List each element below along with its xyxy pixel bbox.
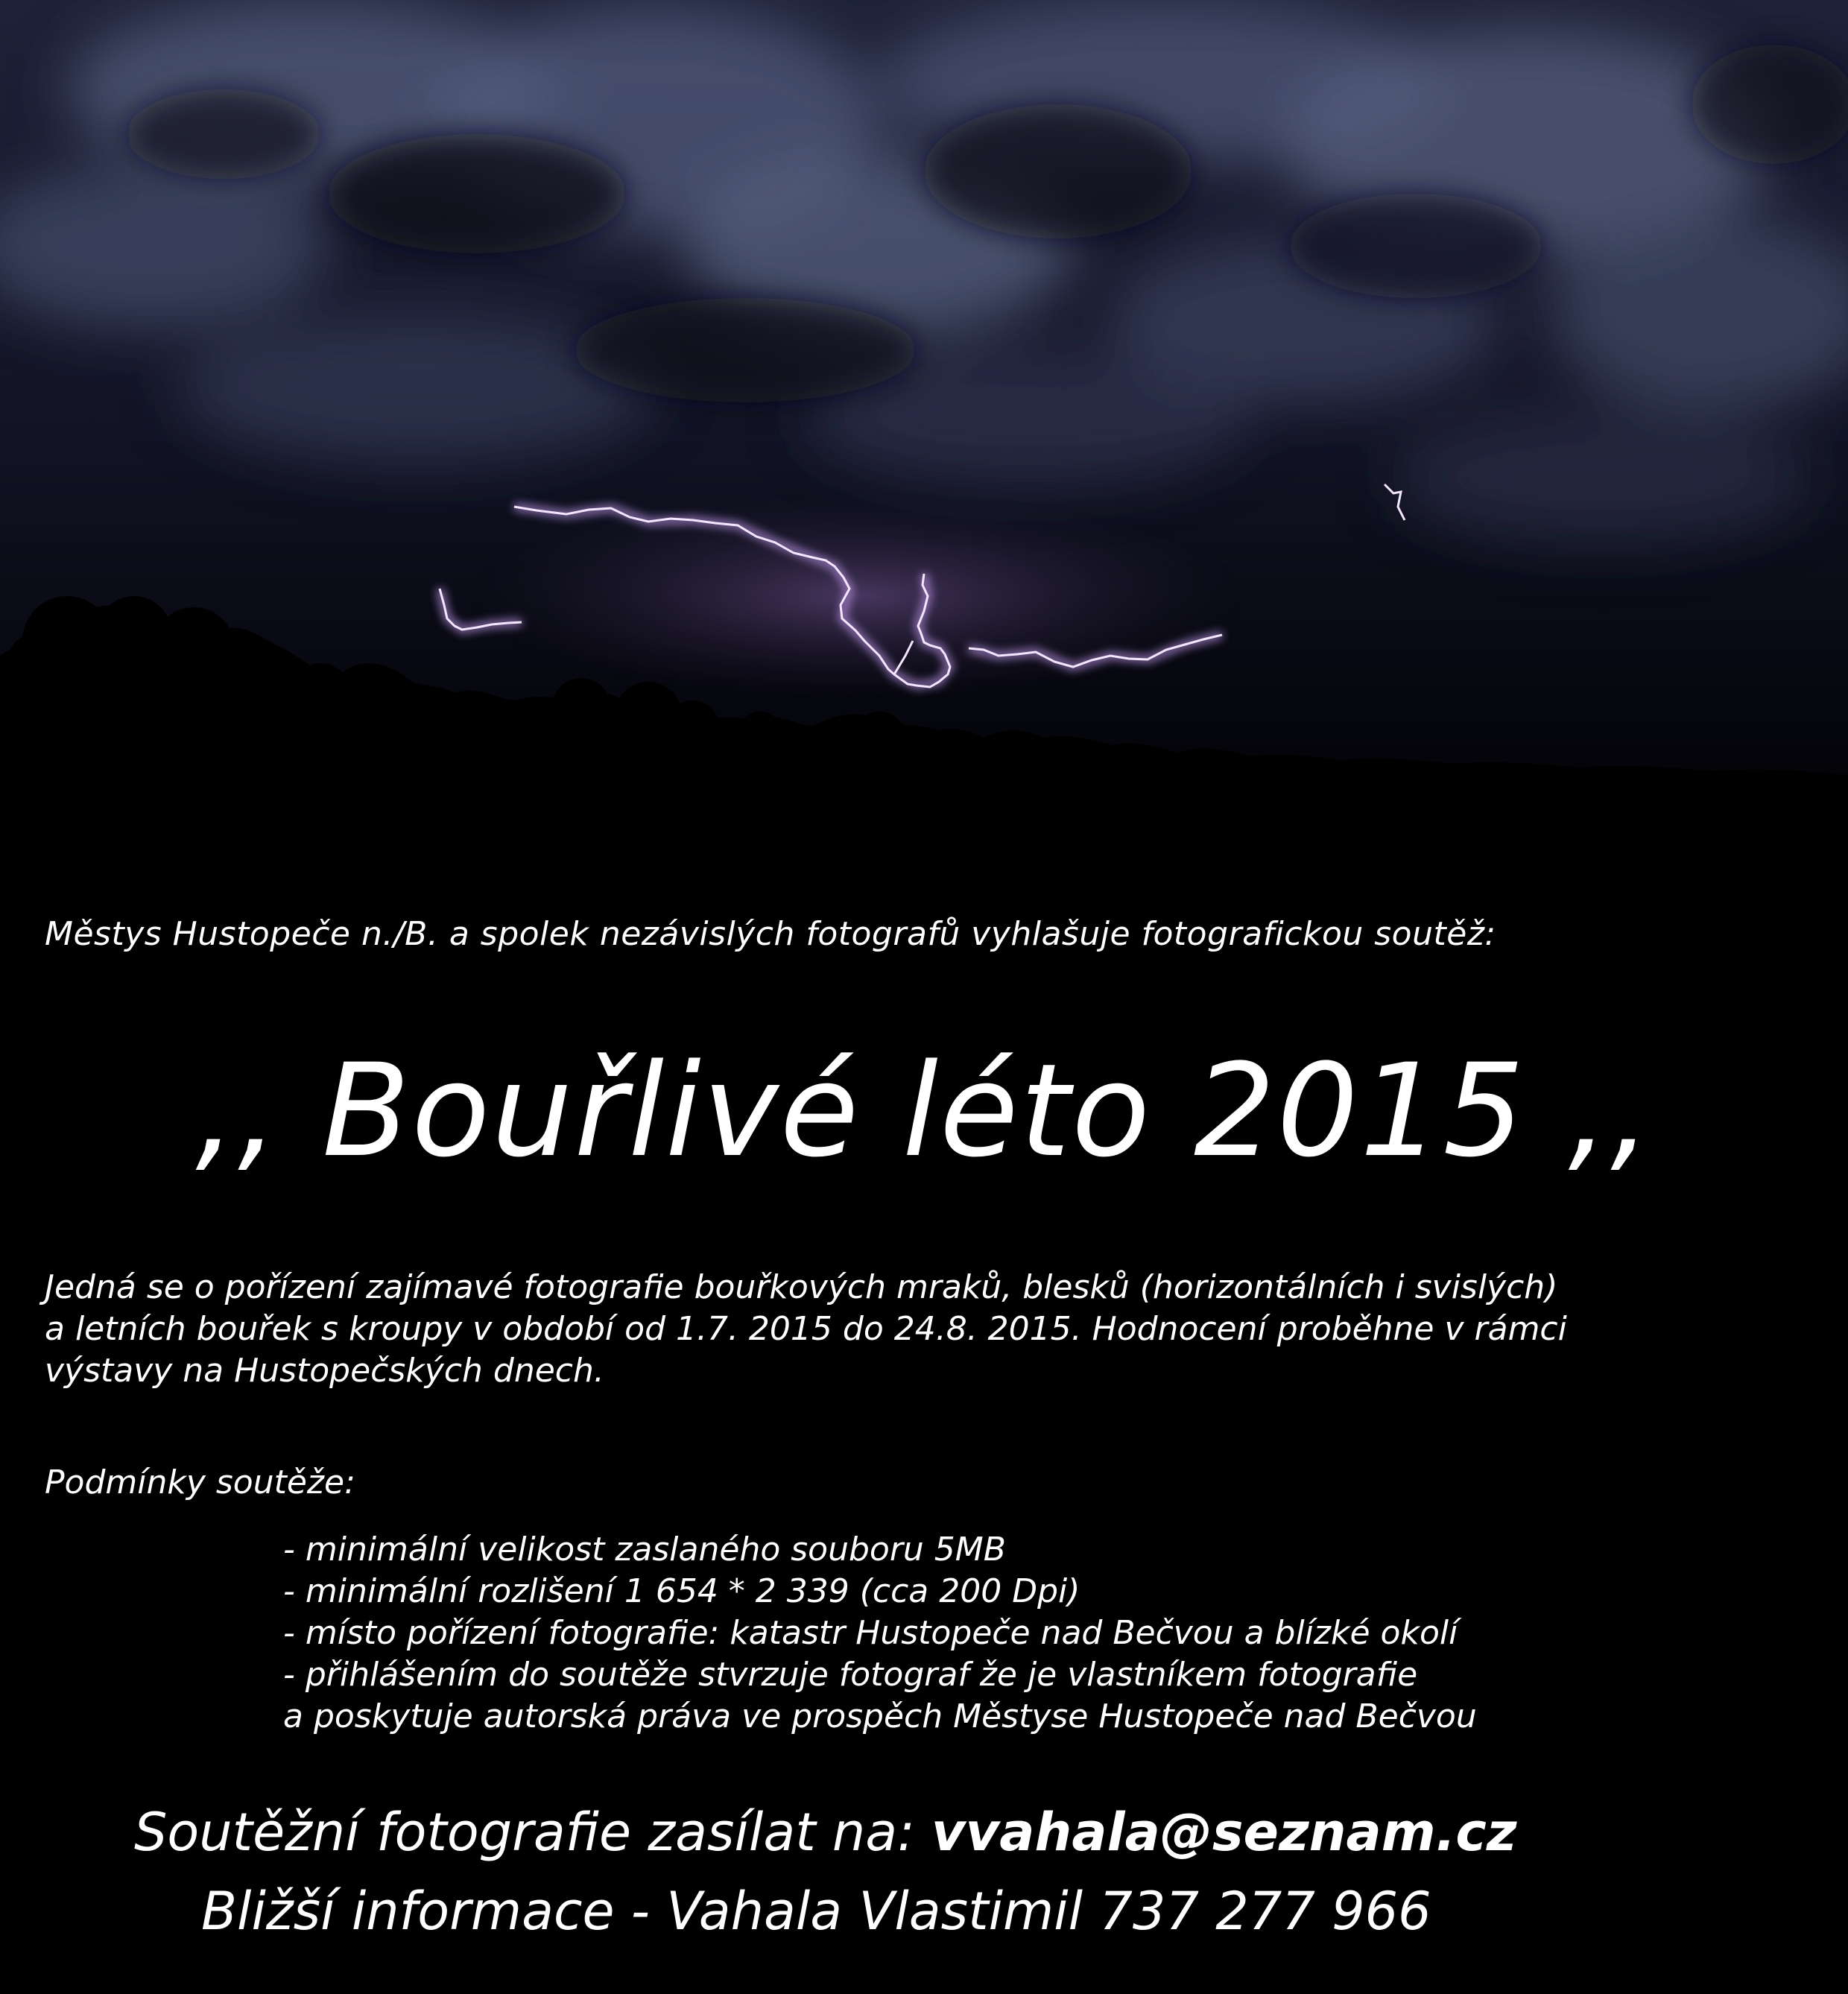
description-line: výstavy na Hustopečských dnech. bbox=[45, 1352, 604, 1390]
description-line: a letních bouřek s kroupy v období od 1.7. 2015 do 24.8. 2015. Hodnocení proběhne v rámci bbox=[45, 1310, 1567, 1348]
conditions-heading: Podmínky soutěže: bbox=[45, 1463, 355, 1501]
condition-item: - minimální rozlišení 1 654 * 2 339 (cca 200 Dpi) bbox=[283, 1572, 1080, 1610]
condition-item: - přihlášením do soutěže stvrzuje fotograf že je vlastníkem fotografie bbox=[283, 1656, 1418, 1694]
contest-title: ,, Bouřlivé léto 2015 ,, bbox=[195, 1036, 1653, 1186]
description bbox=[45, 1267, 1818, 1392]
storm-photo bbox=[0, 0, 1848, 864]
condition-item: - minimální velikost zaslaného souboru 5MB bbox=[283, 1531, 1006, 1569]
contact-line bbox=[134, 1802, 1517, 1863]
condition-item: - místo pořízení fotografie: katastr Hustopeče nad Bečvou a blízké okolí bbox=[283, 1614, 1458, 1652]
contact-email[interactable]: vvahala@seznam.cz bbox=[931, 1802, 1517, 1863]
contact-label: Soutěžní fotografie zasílat na: bbox=[134, 1802, 932, 1863]
intro-text: Městys Hustopeče n./B. a spolek nezávislých fotografů vyhlašuje fotografickou soutěž: bbox=[45, 915, 1496, 953]
info-line: Bližší informace - Vahala Vlastimil 737 277 966 bbox=[201, 1881, 1431, 1942]
description-line: Jedná se o pořízení zajímavé fotografie bouřkových mraků, blesků (horizontálních i svislých) bbox=[45, 1268, 1558, 1306]
conditions-list bbox=[283, 1529, 1803, 1738]
condition-item: a poskytuje autorská práva ve prospěch Městyse Hustopeče nad Bečvou bbox=[283, 1697, 1477, 1735]
